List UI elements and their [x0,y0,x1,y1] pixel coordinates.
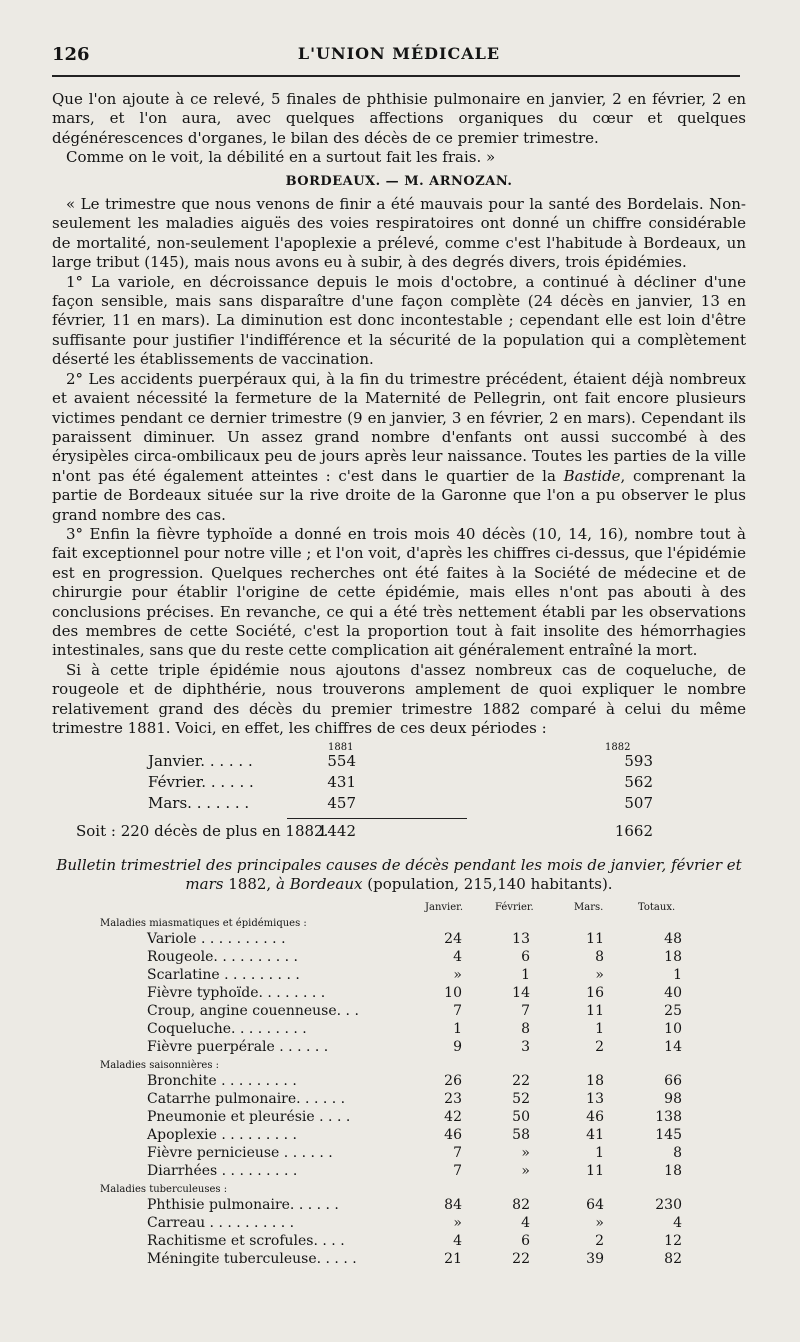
mars-value: 64 [586,1197,604,1214]
total-value: 1 [673,967,682,984]
fevrier-value: 4 [521,1215,530,1232]
janvier-value: » [453,1215,462,1232]
total-value: 4 [673,1215,682,1232]
janvier-value: 26 [444,1073,462,1090]
cause-label: Apoplexie . . . . . . . . . [147,1127,297,1144]
value-1881: 554 [327,752,356,771]
value-1881: 457 [327,794,356,813]
mars-value: 41 [586,1127,604,1144]
janvier-value: 84 [444,1197,462,1214]
mars-value: 39 [586,1251,604,1268]
mars-value: 46 [586,1109,604,1126]
table-row [52,966,746,984]
mars-value: » [595,1215,604,1232]
table-row [52,1144,746,1162]
fevrier-value: 14 [512,985,530,1002]
place-name: Bastide [563,466,621,485]
running-head: L'UNION MÉDICALE [297,44,501,63]
table-row [52,1038,746,1056]
fevrier-value: 52 [512,1091,530,1108]
fevrier-value: » [521,1163,530,1180]
fevrier-value: » [521,1145,530,1162]
mars-value: 1 [595,1145,604,1162]
comparison-total-row [52,822,746,842]
fevrier-value: 6 [521,1233,530,1250]
cause-label: Croup, angine couenneuse. . . [147,1003,359,1020]
category-label: Maladies saisonnières : [100,1060,220,1072]
total-value: 230 [655,1197,682,1214]
total-value: 40 [664,985,682,1002]
janvier-value: 24 [444,931,462,948]
month-label: Mars. . . . . . . [148,794,250,813]
total-1882: 1662 [614,822,653,841]
janvier-value: 46 [444,1127,462,1144]
table-row [52,1108,746,1126]
paragraph: Que l'on ajoute à ce relevé, 5 finales de phthisie pulmonaire en janvier, 2 en février, 2 en mars, et l'on aura, avec quelques affections organiques du cœur et quelques dégénérescences d'organes, le bilan des décès de ce premier trimestre. [52,90,746,147]
total-value: 82 [664,1251,682,1268]
page-header [52,44,746,76]
table-row [52,1232,746,1250]
total-rule [287,818,467,819]
page-body [52,90,746,1268]
total-value: 12 [664,1233,682,1250]
fevrier-value: 8 [521,1021,530,1038]
janvier-value: 7 [453,1163,462,1180]
bulletin-title [52,856,746,894]
cause-label: Pneumonie et pleurésie . . . . [147,1109,351,1126]
conclusion-text: Soit : 220 décès de plus en 1882. [76,822,329,841]
mars-value: 11 [586,1003,604,1020]
value-1882: 507 [624,794,653,813]
col-mars: Mars. [574,902,604,914]
mars-value: 11 [586,931,604,948]
total-value: 145 [655,1127,682,1144]
paragraph [52,370,746,525]
total-value: 138 [655,1109,682,1126]
total-value: 25 [664,1003,682,1020]
total-value: 48 [664,931,682,948]
month-label: Février. . . . . . [148,773,254,792]
janvier-value: 4 [453,1233,462,1250]
category-label: Maladies miasmatiques et épidémiques : [100,918,307,930]
fevrier-value: 22 [512,1251,530,1268]
mars-value: 16 [586,985,604,1002]
cause-label: Scarlatine . . . . . . . . . [147,967,300,984]
fevrier-value: 58 [512,1127,530,1144]
bulletin-table [52,898,746,1268]
fevrier-value: 82 [512,1197,530,1214]
mars-value: 11 [586,1163,604,1180]
cause-label: Phthisie pulmonaire. . . . . . [147,1197,339,1214]
paragraph-text: 2° Les accidents puerpéraux qui, à la fin du trimestre précédent, étaient déjà nombreux et avaient nécessité la fermeture de la Maternité de Pellegrin, ont fait encore plusieurs victimes pendant ce dernier trimestre (9 en janvier, 3 en février, 2 en mars). Cependant ils paraissent diminuer. Un assez grand nombre d'enfants ont aussi succombé à des érysipèles circa-ombilicaux peu de jours après leur naissance. Toutes les parties de la ville n'ont pas été également atteintes : c'est dans le quartier de la [52,369,746,485]
janvier-value: 9 [453,1039,462,1056]
janvier-value: 21 [444,1251,462,1268]
cause-label: Coqueluche. . . . . . . . . [147,1021,307,1038]
col-totaux: Totaux. [638,902,676,914]
table-row [52,1002,746,1020]
total-value: 10 [664,1021,682,1038]
cause-label: Variole . . . . . . . . . . [147,931,286,948]
mars-value: » [595,967,604,984]
total-value: 18 [664,949,682,966]
month-label: Janvier. . . . . . [148,752,253,771]
total-value: 8 [673,1145,682,1162]
cause-label: Bronchite . . . . . . . . . [147,1073,297,1090]
total-1881: 1442 [317,822,356,841]
mars-value: 2 [595,1039,604,1056]
cause-label: Fièvre typhoïde. . . . . . . . [147,985,326,1002]
mars-value: 13 [586,1091,604,1108]
value-1882: 562 [624,773,653,792]
fevrier-value: 6 [521,949,530,966]
mars-value: 2 [595,1233,604,1250]
bulletin-title-text: Bulletin trimestriel des principales causes de décès pendant les mois de janvier, février et mars [56,856,742,894]
table-row [52,1090,746,1108]
table-row [52,948,746,966]
janvier-value: 1 [453,1021,462,1038]
cause-label: Fièvre pernicieuse . . . . . . [147,1145,333,1162]
table-row [52,1072,746,1090]
cause-label: Carreau . . . . . . . . . . [147,1215,295,1232]
year-1881-header: 1881 [328,742,354,754]
paragraph: 1° La variole, en décroissance depuis le mois d'octobre, a continué à décliner d'une façon sensible, mais sans disparaître d'une façon complète (24 décès en janvier, 13 en février, 11 en mars). La diminution est donc incontestable ; cependant elle est loin d'être suffisante pour justifier l'indifférence et la sécurité de la population qui a complètement déserté les établissements de vaccination. [52,272,746,369]
table-row [52,984,746,1002]
mars-value: 18 [586,1073,604,1090]
header-rule [52,75,740,77]
mars-value: 1 [595,1021,604,1038]
total-value: 18 [664,1163,682,1180]
bulletin-title-year: 1882, [228,875,272,894]
paragraph: Si à cette triple épidémie nous ajoutons d'assez nombreux cas de coqueluche, de rougeole et de diphthérie, nous trouverons amplement de quoi expliquer le nombre relativement grand des décès du premier trimestre 1882 comparé à celui du même trimestre 1881. Voici, en effet, les chiffres de ces deux périodes : [52,660,746,737]
cause-label: Fièvre puerpérale . . . . . . [147,1039,329,1056]
paragraph-text: , comprenant la partie de Bordeaux située sur la rive droite de la Garonne que l'on a pu observer le plus grand nombre des cas. [52,466,746,524]
bulletin-table-header [52,898,746,914]
comparison-row [148,794,668,814]
total-value: 66 [664,1073,682,1090]
col-janvier: Janvier. [425,902,464,914]
table-row [52,1250,746,1268]
paragraph: 3° Enfin la fièvre typhoïde a donné en trois mois 40 décès (10, 14, 16), nombre tout à fait exceptionnel pour notre ville ; et l'on voit, d'après les chiffres ci-dessus, que l'épidémie est en progression. Quelques recherches ont été faites à la Société de médecine et de chirurgie pour établir l'origine de cette épidémie, mais elles n'ont pas abouti à des conclusions précises. En revanche, ce qui a été très nettement établi par les observations des membres de cette Société, c'est la proportion tout à fait insolite des hémorrhagies intestinales, sans que du reste cette complication ait généralement entraîné la mort. [52,524,746,660]
cause-label: Diarrhées . . . . . . . . . [147,1163,298,1180]
janvier-value: 23 [444,1091,462,1108]
table-row [52,1126,746,1144]
bulletin-title-place: à Bordeaux [275,875,363,894]
paragraph: « Le trimestre que nous venons de finir a été mauvais pour la santé des Bordelais. Non-seulement les maladies aiguës des voies respiratoires ont donné un chiffre considérable de mortalité, non-seulement l'apoplexie a prélevé, comme c'est l'habitude à Bordeaux, un large tribut (145), mais nous avons eu à subir, à des degrés divers, trois épidémies. [52,195,746,272]
fevrier-value: 13 [512,931,530,948]
value-1882: 593 [624,752,653,771]
total-value: 14 [664,1039,682,1056]
janvier-value: 10 [444,985,462,1002]
janvier-value: 4 [453,949,462,966]
table-row [52,1196,746,1214]
comparison-row [148,773,668,793]
fevrier-value: 7 [521,1003,530,1020]
comparison-row [148,752,668,772]
table-row [52,930,746,948]
bulletin-title-population: (population, 215,140 habitants). [367,875,613,894]
janvier-value: » [453,967,462,984]
table-row [52,1214,746,1232]
table-row [52,1162,746,1180]
category-label: Maladies tuberculeuses : [100,1184,228,1196]
mars-value: 8 [595,949,604,966]
table-row [52,1020,746,1038]
fevrier-value: 50 [512,1109,530,1126]
section-heading: BORDEAUX. — M. ARNOZAN. [285,173,513,189]
value-1881: 431 [327,773,356,792]
page-number: 126 [52,44,90,65]
col-fevrier: Février. [495,902,534,914]
cause-label: Rougeole. . . . . . . . . . [147,949,298,966]
janvier-value: 7 [453,1003,462,1020]
comparison-table [52,738,746,848]
fevrier-value: 3 [521,1039,530,1056]
cause-label: Catarrhe pulmonaire. . . . . . [147,1091,346,1108]
total-value: 98 [664,1091,682,1108]
cause-label: Méningite tuberculeuse. . . . . [147,1251,357,1268]
janvier-value: 7 [453,1145,462,1162]
janvier-value: 42 [444,1109,462,1126]
fevrier-value: 1 [521,967,530,984]
bulletin-groups [52,914,746,1268]
paragraph: Comme on le voit, la débilité en a surtout fait les frais. » [66,148,496,167]
fevrier-value: 22 [512,1073,530,1090]
year-1882-header: 1882 [605,742,631,754]
cause-label: Rachitisme et scrofules. . . . [147,1233,345,1250]
